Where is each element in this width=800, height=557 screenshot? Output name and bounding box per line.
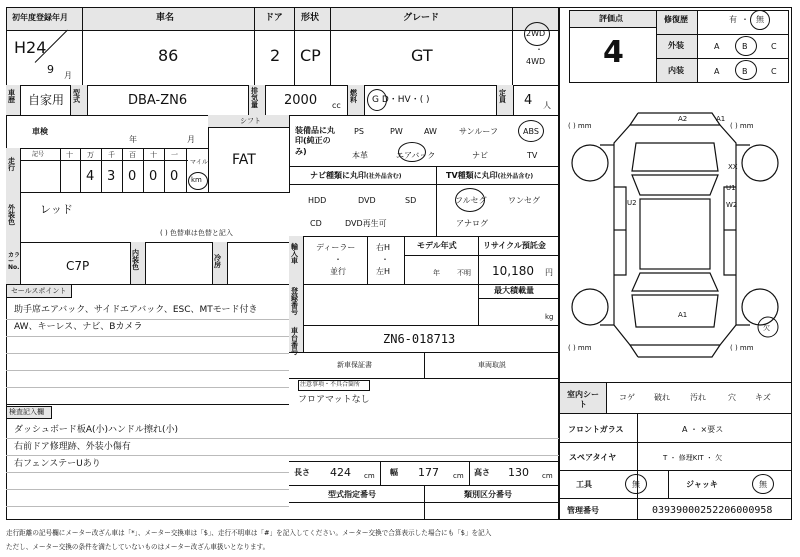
length-label: 長さ: [294, 468, 310, 477]
equipment-item: エアバック: [396, 151, 436, 160]
notes-value: フロアマットなし: [298, 395, 370, 405]
width: 177: [418, 466, 439, 479]
sales-label: セールスポイント: [11, 287, 67, 295]
exterior-color-label: 外装色: [8, 204, 15, 226]
inspector-label: 検査記入欄: [9, 408, 44, 416]
missing-mark: 欠: [763, 324, 770, 332]
damage-mark-w2: W2: [726, 201, 738, 209]
capacity: 4: [524, 93, 533, 108]
model-year-year: 年: [433, 269, 440, 277]
interior-color-label: 内装色: [132, 249, 139, 271]
dealer: ディーラー: [316, 243, 356, 252]
jack-label: ジャッキ: [686, 480, 718, 489]
footer-line-2: ただし、メーター交換の条件を満たしていないものはメーター改ざん車扱いとなります。: [6, 543, 270, 551]
repair-no: 無: [756, 15, 764, 24]
interior-grade-c: C: [771, 67, 777, 76]
damage-mark-xx: XX: [728, 163, 738, 171]
chassis-no: ZN6-018713: [383, 332, 456, 346]
sales-line-2: AW、キーレス、ナビ、Bカメラ: [14, 322, 143, 332]
mile-label: マイル: [190, 159, 208, 166]
exterior-label: 外装: [668, 41, 684, 50]
parallel: 並行: [330, 267, 346, 276]
mileage-digit: 0: [149, 169, 158, 184]
shaken-label: 車検: [32, 127, 48, 136]
door-label: ドア: [265, 13, 283, 23]
equipment-item: PS: [354, 127, 364, 136]
class-designation-label: 類別区分番号: [464, 490, 512, 499]
drive-4wd: 4WD: [526, 57, 546, 66]
shape-label: 形状: [301, 13, 320, 23]
equipment-item: AW: [424, 127, 437, 136]
drive-2wd: 2WD: [526, 29, 546, 38]
length: 424: [330, 466, 351, 479]
score-label: 評価点: [599, 14, 623, 23]
exterior-grade-c: C: [771, 42, 777, 51]
spare-tire-value: T ・ 修理KIT ・ 欠: [663, 454, 723, 462]
mileage-label: 走行: [8, 157, 15, 172]
interior-label: 内装: [668, 66, 684, 75]
displacement-unit: cc: [332, 101, 341, 110]
grade-label: グレード: [403, 13, 440, 23]
notes-label: 注意事項・不具合箇所: [300, 381, 361, 388]
seat-item: 穴: [728, 393, 736, 402]
recycle-unit: 円: [545, 268, 553, 277]
import-label: 輸入車: [291, 243, 298, 265]
score: 4: [603, 35, 624, 70]
door-count: 2: [270, 46, 281, 65]
tread-mm: ( ) mm: [568, 344, 592, 352]
equipment-item: PW: [390, 127, 403, 136]
shaken-year: 年: [129, 135, 137, 144]
exterior-grade-b: B: [742, 42, 748, 51]
digit-header-0: 十: [66, 151, 73, 159]
model-year-label: モデル年式: [417, 241, 457, 250]
equipment-item: TV: [527, 151, 538, 160]
equipment-item: ナビ: [472, 151, 488, 160]
seat-item: コゲ: [619, 393, 635, 402]
inspector-line-3: 右フェンステーUあり: [14, 459, 101, 469]
first-reg-era: H24: [14, 38, 47, 57]
first-reg-month: 9: [47, 63, 54, 76]
navi-item: SD: [405, 196, 417, 205]
digit-header-2: 千: [108, 151, 115, 159]
mileage-digit: 0: [170, 169, 179, 184]
digit-header-4: 十: [150, 151, 157, 159]
usage: 自家用: [28, 93, 65, 107]
mileage-digit: 0: [128, 169, 137, 184]
sales-line-1: 助手席エアバック、サイドエアバック、ESC、MTモード付き: [14, 305, 258, 315]
car-diagram: [560, 95, 790, 377]
inspector-line-2: 右前ドア修理跡、外装小傷有: [14, 442, 131, 452]
damage-mark-u1: U1: [726, 184, 736, 192]
model: DBA-ZN6: [128, 93, 188, 108]
repair-yes: 有: [729, 15, 737, 24]
tv-item: ワンセグ: [508, 196, 540, 205]
fuel-options: G D・HV・( ): [372, 95, 430, 105]
vehicle-manual: 車両取説: [478, 361, 506, 369]
windshield-label: フロントガラス: [568, 425, 624, 434]
tread-mm: ( ) mm: [730, 344, 754, 352]
navi-item: HDD: [308, 196, 327, 205]
inspector-line-1: ダッシュボード板A(小)ハンドル擦れ(小): [14, 425, 179, 435]
damage-mark-a2: A2: [678, 115, 688, 123]
height: 130: [508, 466, 529, 479]
chassis-label: 車台番号: [291, 327, 298, 356]
tv-item: フルセグ: [455, 196, 487, 205]
tread-mm: ( ) mm: [568, 122, 592, 130]
navi-label: ナビ種類に丸印(社外品含む): [310, 171, 402, 180]
equipment-item: 本革: [352, 151, 368, 160]
footer-line-1: 走行距離の記号欄にメーター改ざん車は「*」、メーター交換車は「$」、走行不明車は「#」を記入してください。メーター交換で合算表示した場合にも「$」を記入: [6, 529, 492, 537]
seat-item: 破れ: [654, 393, 670, 402]
interior-grade-a: A: [714, 67, 720, 76]
shaken-month: 月: [187, 135, 195, 144]
digit-header-1: 万: [87, 151, 94, 159]
color-no: C7P: [66, 259, 90, 273]
max-load-label: 最大積載量: [494, 286, 534, 295]
height-unit: cm: [542, 472, 553, 480]
jack-value: 無: [759, 480, 767, 489]
displacement: 2000: [284, 93, 318, 108]
usage-label: 車歴: [8, 89, 15, 104]
width-unit: cm: [453, 472, 464, 480]
tools-label: 工具: [576, 480, 592, 489]
damage-mark-a1-front: A1: [716, 115, 726, 123]
new-car-warranty: 新車保証書: [337, 361, 372, 369]
first-reg-label: 初年度登録年月: [12, 13, 68, 22]
tv-item: アナログ: [456, 219, 488, 228]
seat-item: 汚れ: [690, 393, 706, 402]
km-label: km: [191, 176, 202, 184]
first-reg-month-unit: 月: [64, 71, 72, 80]
mileage-mark: 記号: [32, 151, 45, 158]
equipment-label: 装備品に丸印(純正のみ): [295, 126, 335, 156]
body-shape: CP: [300, 46, 321, 65]
exterior-grade-a: A: [714, 42, 720, 51]
navi-item: DVD再生可: [345, 219, 387, 228]
mileage-digit: 3: [107, 169, 116, 184]
shift-label: シフト: [240, 117, 261, 125]
tv-label: TV種類に丸印(社外品含む): [446, 171, 534, 180]
left-h: 左H: [376, 267, 391, 276]
spare-tire-label: スペアタイヤ: [569, 453, 617, 462]
car-name: 86: [158, 46, 179, 65]
recycle-value: 10,180: [492, 264, 534, 278]
interior-grade-b: B: [742, 67, 748, 76]
digit-header-3: 百: [129, 151, 136, 159]
windshield-value: A ・ ×要ス: [682, 425, 724, 434]
tools-value: 無: [632, 480, 640, 489]
kg-unit: kg: [545, 313, 554, 321]
navi-item: DVD: [358, 196, 376, 205]
color-change-note: ( ) 色替車は色替と記入: [160, 229, 233, 237]
equipment-item: サンルーフ: [459, 127, 498, 136]
digit-header-5: 一: [171, 151, 178, 159]
cooler-label: 冷房: [214, 254, 221, 269]
management-label: 管理番号: [567, 506, 599, 515]
color-no-label: カラーNo.: [8, 252, 21, 271]
navi-item: CD: [310, 219, 322, 228]
capacity-unit: 人: [543, 101, 551, 110]
grade: GT: [411, 46, 433, 65]
height-label: 高さ: [474, 468, 490, 477]
management-no: 03939000252206000958: [652, 505, 773, 516]
equipment-item: ABS: [523, 127, 539, 136]
model-year-unknown: 不明: [457, 269, 471, 277]
length-unit: cm: [364, 472, 375, 480]
damage-mark-u2: U2: [627, 199, 637, 207]
repair-label: 修復歴: [664, 15, 688, 24]
damage-mark-a1-rear: A1: [678, 311, 688, 319]
reg-no-label: 登録番号: [291, 287, 298, 316]
tread-mm: ( ) mm: [730, 122, 754, 130]
displacement-label: 排気量: [251, 87, 258, 109]
capacity-label: 定員: [499, 89, 506, 104]
seat-label: 室内シート: [567, 390, 599, 410]
right-h: 右H: [376, 243, 391, 252]
exterior-color: レッド: [40, 203, 73, 216]
car-name-label: 車名: [156, 13, 175, 23]
mileage-digit: 4: [86, 169, 95, 184]
type-designation-label: 型式指定番号: [328, 490, 376, 499]
model-label: 型式: [73, 89, 80, 104]
shift: FAT: [232, 152, 256, 168]
recycle-label: リサイクル預託金: [483, 241, 546, 250]
width-label: 幅: [390, 468, 398, 477]
seat-item: キズ: [755, 393, 771, 402]
fuel-label: 燃料: [350, 89, 357, 104]
